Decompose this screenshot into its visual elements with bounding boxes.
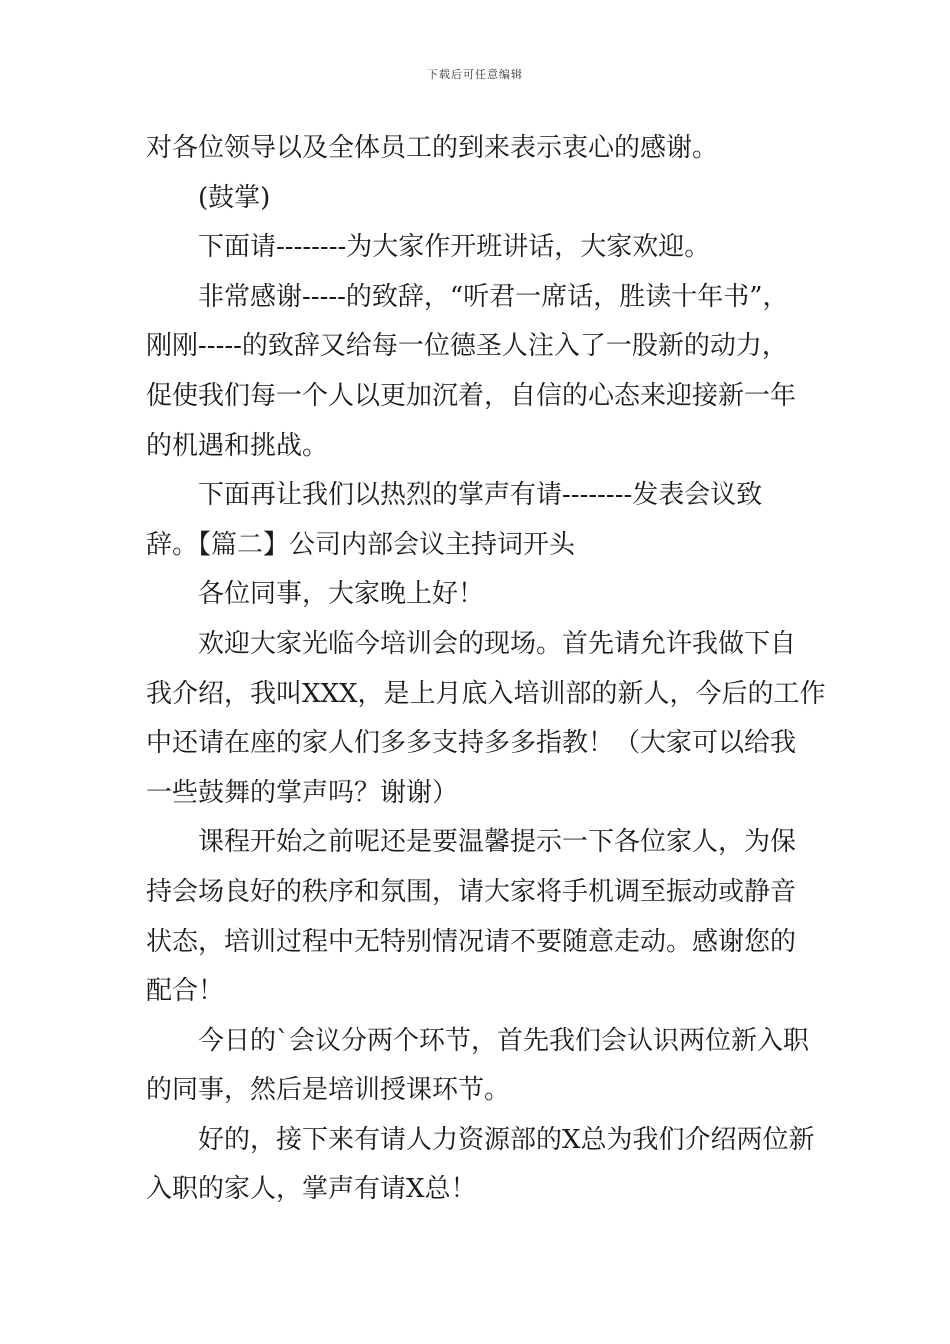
document-body [146,124,826,1215]
text-line: 的机遇和挑战。 [146,430,329,461]
text-line: 持会场良好的秩序和氛围，请大家将手机调至振动或静音 [146,876,797,907]
text-line: 中还请在座的家人们多多支持多多指教！（大家可以给我 [146,728,797,759]
text-line: 好的，接下来有请人力资源部的X总为我们介绍两位新 [198,1124,815,1155]
text-line: 下面再让我们以热烈的掌声有请--------发表会议致 [198,480,763,511]
text-line: 我介绍，我叫XXX，是上月底入培训部的新人，今后的工作 [146,678,826,709]
text-line: 一些鼓舞的掌声吗？谢谢） [146,777,459,808]
text-line: 配合！ [146,976,225,1007]
text-line: 入职的家人，掌声有请X总！ [146,1174,477,1205]
text-line: 对各位领导以及全体员工的到来表示衷心的感谢。 [146,133,719,163]
page-header-note: 下载后可任意编辑 [427,68,523,81]
text-line: 非常感谢-----的致辞，“听君一席话，胜读十年书”， [198,281,789,312]
text-line: 刚刚-----的致辞又给每一位德圣人注入了一股新的动力， [146,331,788,362]
text-line: 欢迎大家光临今培训会的现场。首先请允许我做下自 [198,628,797,659]
text-line: 状态，培训过程中无特别情况请不要随意走动。感谢您的 [146,926,797,957]
text-line: (鼓掌) [198,182,271,213]
text-line: 今日的`会议分两个环节，首先我们会认识两位新入职 [198,1025,810,1056]
text-line: 各位同事，大家晚上好！ [198,579,485,610]
text-line: 课程开始之前呢还是要温馨提示一下各位家人，为保 [198,827,797,858]
text-line: 的同事，然后是培训授课环节。 [146,1075,511,1106]
text-line: 促使我们每一个人以更加沉着，自信的心态来迎接新一年 [146,380,797,411]
text-line: 下面请--------为大家作开班讲话，大家欢迎。 [198,232,711,263]
text-line: 辞。【篇二】公司内部会议主持词开头 [146,529,576,560]
